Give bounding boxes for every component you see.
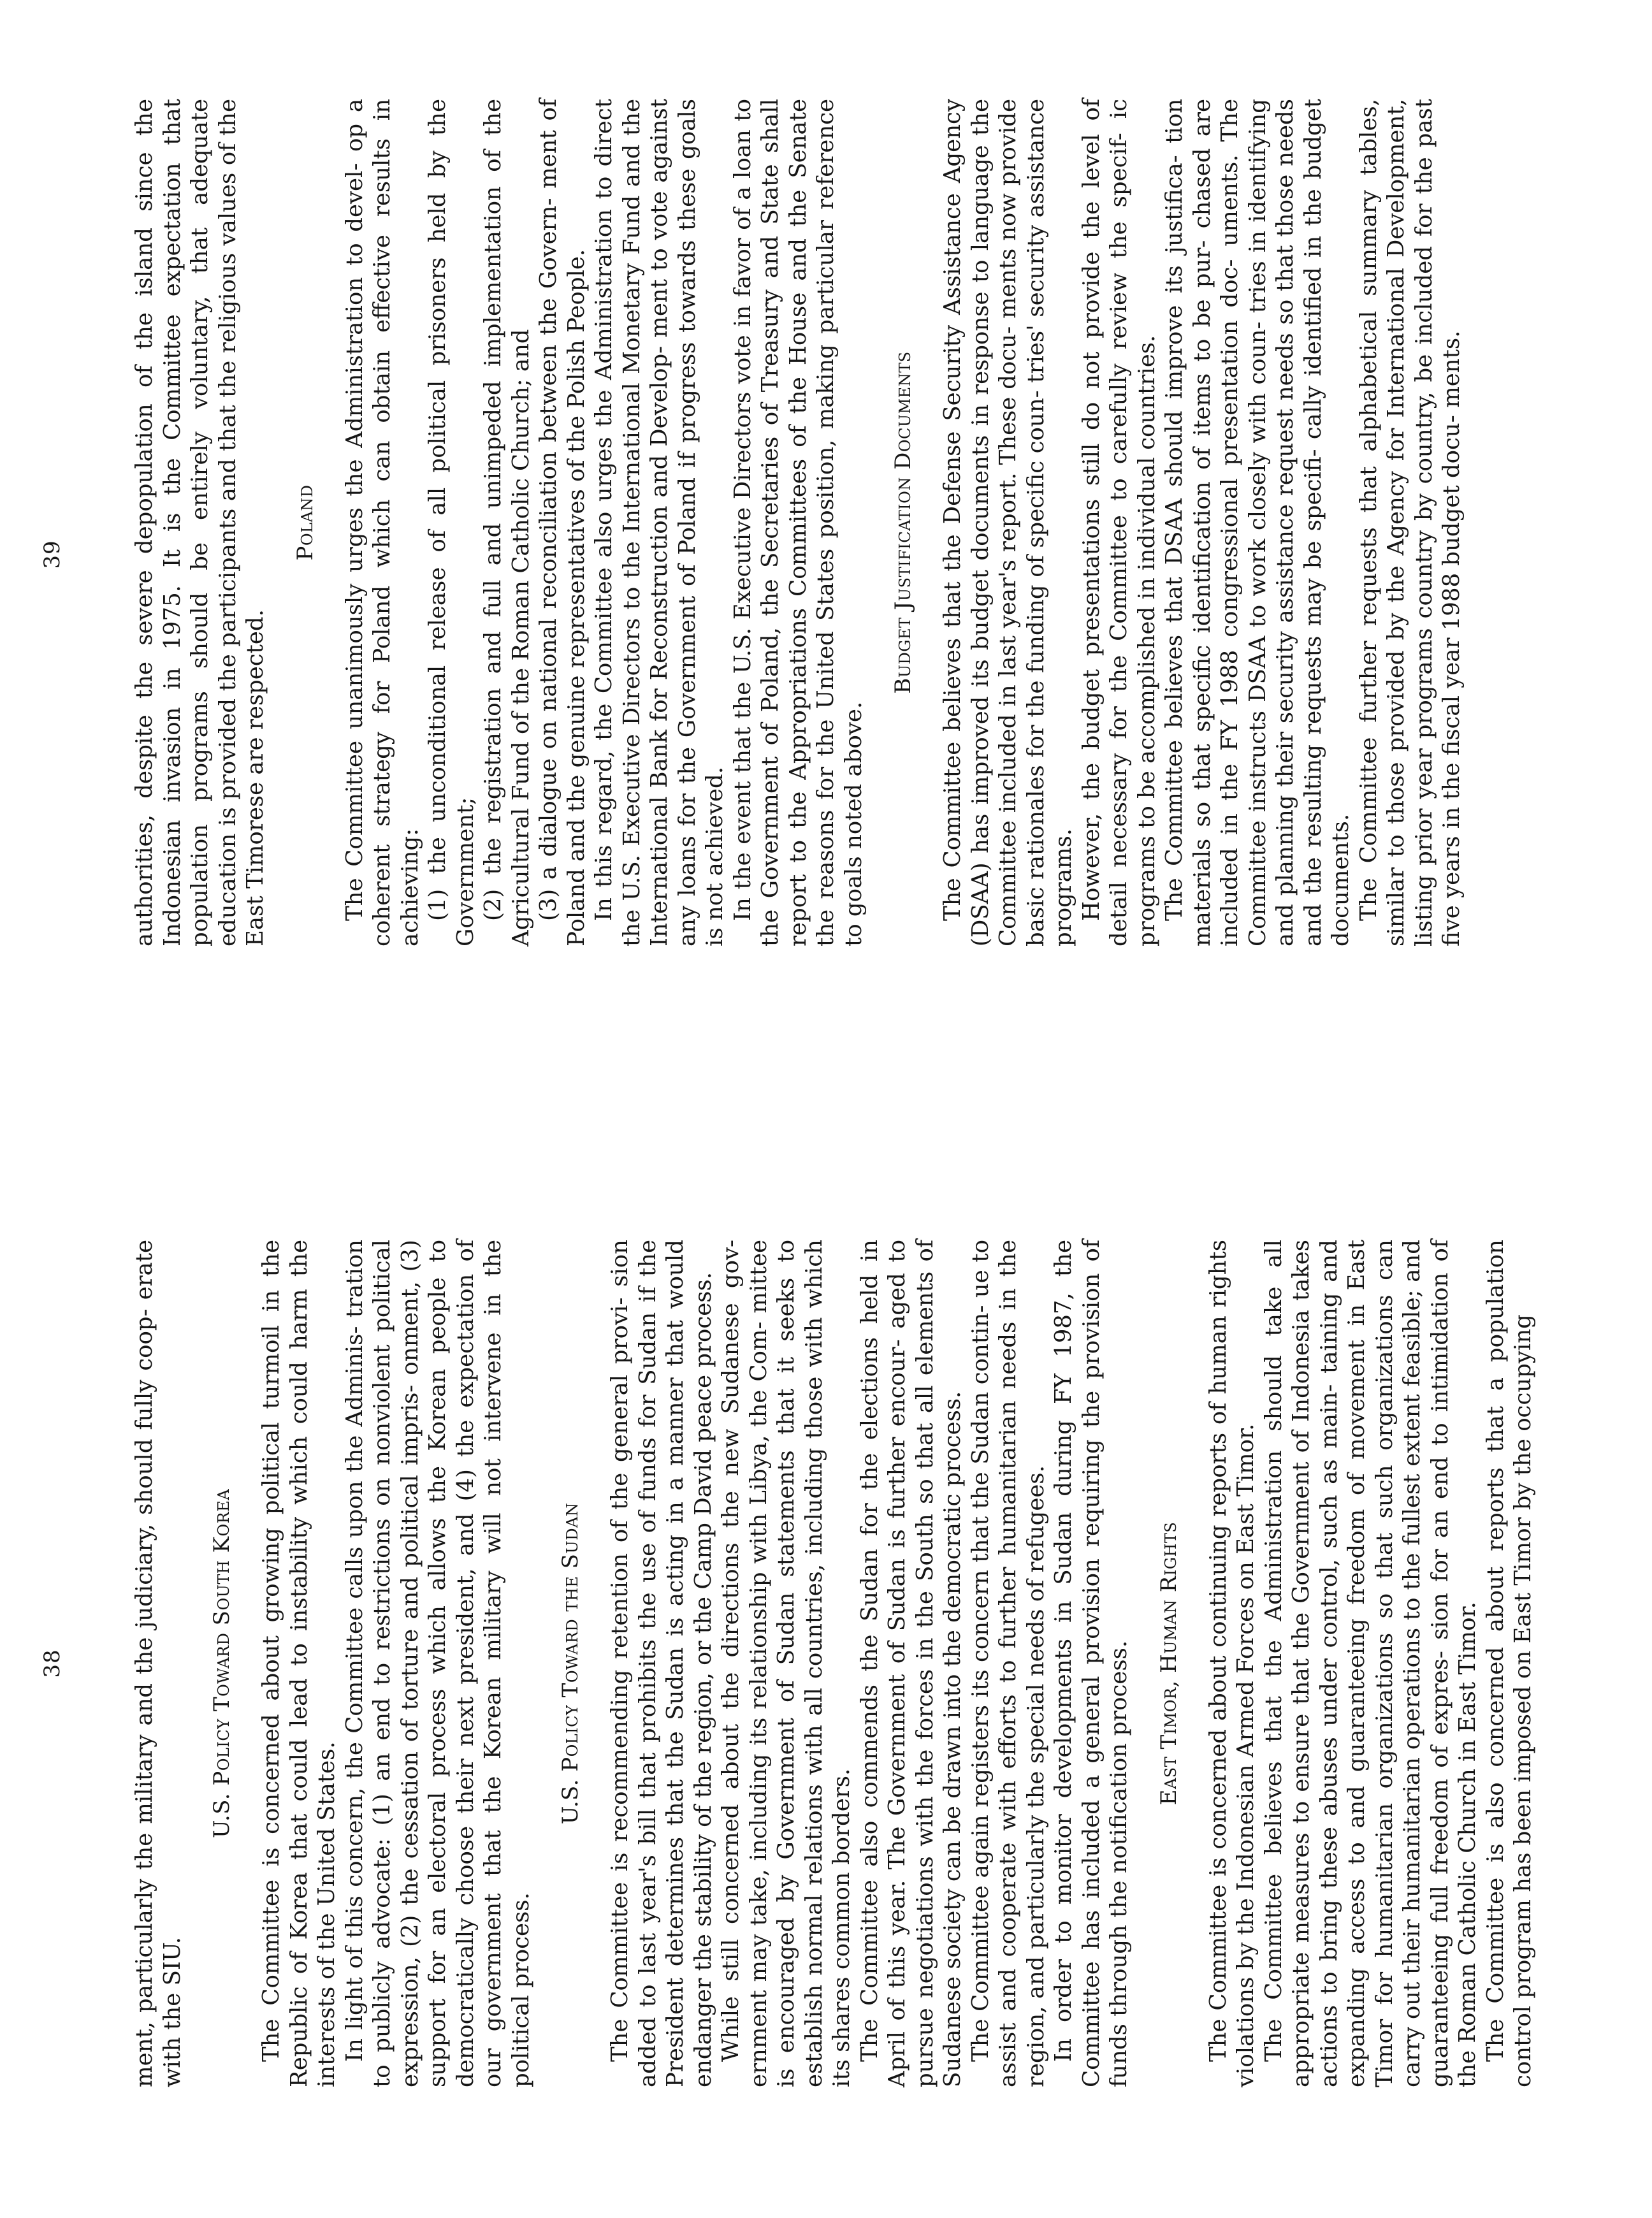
continued-paragraph: authorities, despite the severe depopulation of the island since the Indonesian invasion in 1975. It is the Committee expectation that population programs should be entirely voluntary, that adequate education is provided the participants and that the religious values of the East Timorese are respected.	[131, 99, 268, 946]
poland-paragraph-2: In this regard, the Committee also urges the Administration to direct the U.S. Executive Directors to the International Monetary Fund and the International Bank for Reconstruction and Develop- ment to vote against any loans for the Government of Poland if progress towards these goals is not achieved.	[591, 99, 728, 946]
poland-paragraph-1: The Committee unanimously urges the Administration to devel- op a coherent strategy for Poland which can obtain effective results in achieving:	[341, 99, 423, 946]
section-heading-east-timor: East Timor, Human Rights	[1156, 1521, 1182, 1806]
budget-paragraph-1: The Committee believes that the Defense Security Assistance Agency (DSAA) has improved its budget documents in response to language the Committee included in last year's report. These docu- ments now provide basic rationales for the funding of specific coun- tries' security assistance programs.	[939, 99, 1076, 946]
east-timor-paragraph-2: The Committee believes that the Administration should take all appropriate measures to ensure that the Government of Indonesia takes actions to bring these abuses under control, such as main- taining and expanding access to and guaranteeing freedom of movement in East Timor for humanitarian organizations so that such organizations can carry out their humanitarian operations to the fullest extent feasible; and guaranteeing full freedom of expres- sion for an end to intimidation of the Roman Catholic Church in East Timor.	[1260, 1240, 1481, 2087]
east-timor-paragraph-3: The Committee is also concerned about reports that a population control program has been imposed on East Timor by the occupying	[1482, 1240, 1536, 2087]
section-heading-south-korea: U.S. Policy Toward South Korea	[209, 1488, 235, 1839]
korea-paragraph-1: The Committee is concerned about growing political turmoil in the Republic of Korea that could lead to instability which could harm the interests of the United States.	[258, 1240, 340, 2087]
sudan-paragraph-3: The Committee also commends the Sudan for the elections held in April of this year. The Government of Sudan is further encour- aged to pursue negotiations with the forces in the South so that all elements of Sudanese society can be drawn into the democratic process.	[856, 1240, 966, 2087]
sudan-paragraph-5: In order to monitor developments in Sudan during FY 1987, the Committee has included a general provision requiring the provision of funds through the notification process.	[1050, 1240, 1132, 2087]
poland-list-item-1: (1) the unconditional release of all political prisoners held by the Government;	[424, 99, 479, 946]
budget-paragraph-3: The Committee believes that DSAA should improve its justifica- tion materials so that specific identification of items to be pur- chased are included in the FY 1988 congressional presentation doc- uments. The Committee instructs DSAA to work closely with coun- tries in identifying and planning their security assistance request needs so that those needs and the resulting requests may be specifi- cally identified in the budget documents.	[1161, 99, 1354, 946]
section-heading-sudan: U.S. Policy Toward the Sudan	[558, 1502, 583, 1825]
poland-paragraph-3: In the event that the U.S. Executive Directors vote in favor of a loan to the Government of Poland, the Secretaries of Treasury and State shall report to the Appropriations Committees of the House and the Senate the reasons for the United States position, making particular reference to goals noted above.	[729, 99, 867, 946]
page-38	[0, 1109, 1652, 2218]
sudan-paragraph-4: The Committee again registers its concern that the Sudan contin- ue to assist and cooperate with efforts to further humanitarian needs in the region, and particularly the special needs of refugees.	[967, 1240, 1049, 2087]
korea-paragraph-2: In light of this concern, the Committee calls upon the Adminis- tration to publicly advocate: (1) an end to restrictions on nonviolent political expression, (2) the cessation of torture and political impris- onment, (3) support for an electoral process which allows the Korean people to democratically choose their next president, and (4) the expectation of our government that the Korean military will not intervene in the political process.	[341, 1240, 534, 2087]
poland-list-item-2: (2) the registration and full and unimpeded implementation of the Agricultural Fund of the Roman Catholic Church; and	[480, 99, 534, 946]
page-number: 39	[40, 540, 65, 569]
page-number: 38	[40, 1649, 65, 1678]
sudan-paragraph-2: While still concerned about the directions the new Sudanese gov- ernment may take, including its relationship with Libya, the Com- mittee is encouraged by Government of Sudan statements that it seeks to establish normal relations with all countries, including those with which its shares common borders.	[718, 1240, 855, 2087]
section-heading-budget-justification: Budget Justification Documents	[890, 351, 916, 694]
page-39-text	[131, 99, 1466, 946]
page-38-text	[131, 1240, 1537, 2087]
continued-paragraph: ment, particularly the military and the judiciary, should fully coop- erate with the SIU.	[131, 1240, 185, 2087]
east-timor-paragraph-1: The Committee is concerned about continuing reports of human rights violations by the Indonesian Armed Forces on East Timor.	[1205, 1240, 1259, 2087]
budget-paragraph-4: The Committee further requests that alphabetical summary tables, similar to those provided by the Agency for International Development, listing prior year programs country by country, be included for the past five years in the fiscal year 1988 budget docu- ments.	[1355, 99, 1465, 946]
poland-list-item-3: (3) a dialogue on national reconciliation between the Govern- ment of Poland and the genuine representatives of the Polish People.	[535, 99, 590, 946]
sudan-paragraph-1: The Committee is recommending retention of the general provi- sion added to last year's bill that prohibits the use of funds for Sudan if the President determines that the Sudan is acting in a manner that would endanger the stability of the region, or the Camp David peace process.	[607, 1240, 716, 2087]
section-heading-poland: Poland	[292, 484, 318, 561]
budget-paragraph-2: However, the budget presentations still do not provide the level of detail necessary for the Committee to carefully review the specif- ic programs to be accomplished in individual countries.	[1078, 99, 1160, 946]
